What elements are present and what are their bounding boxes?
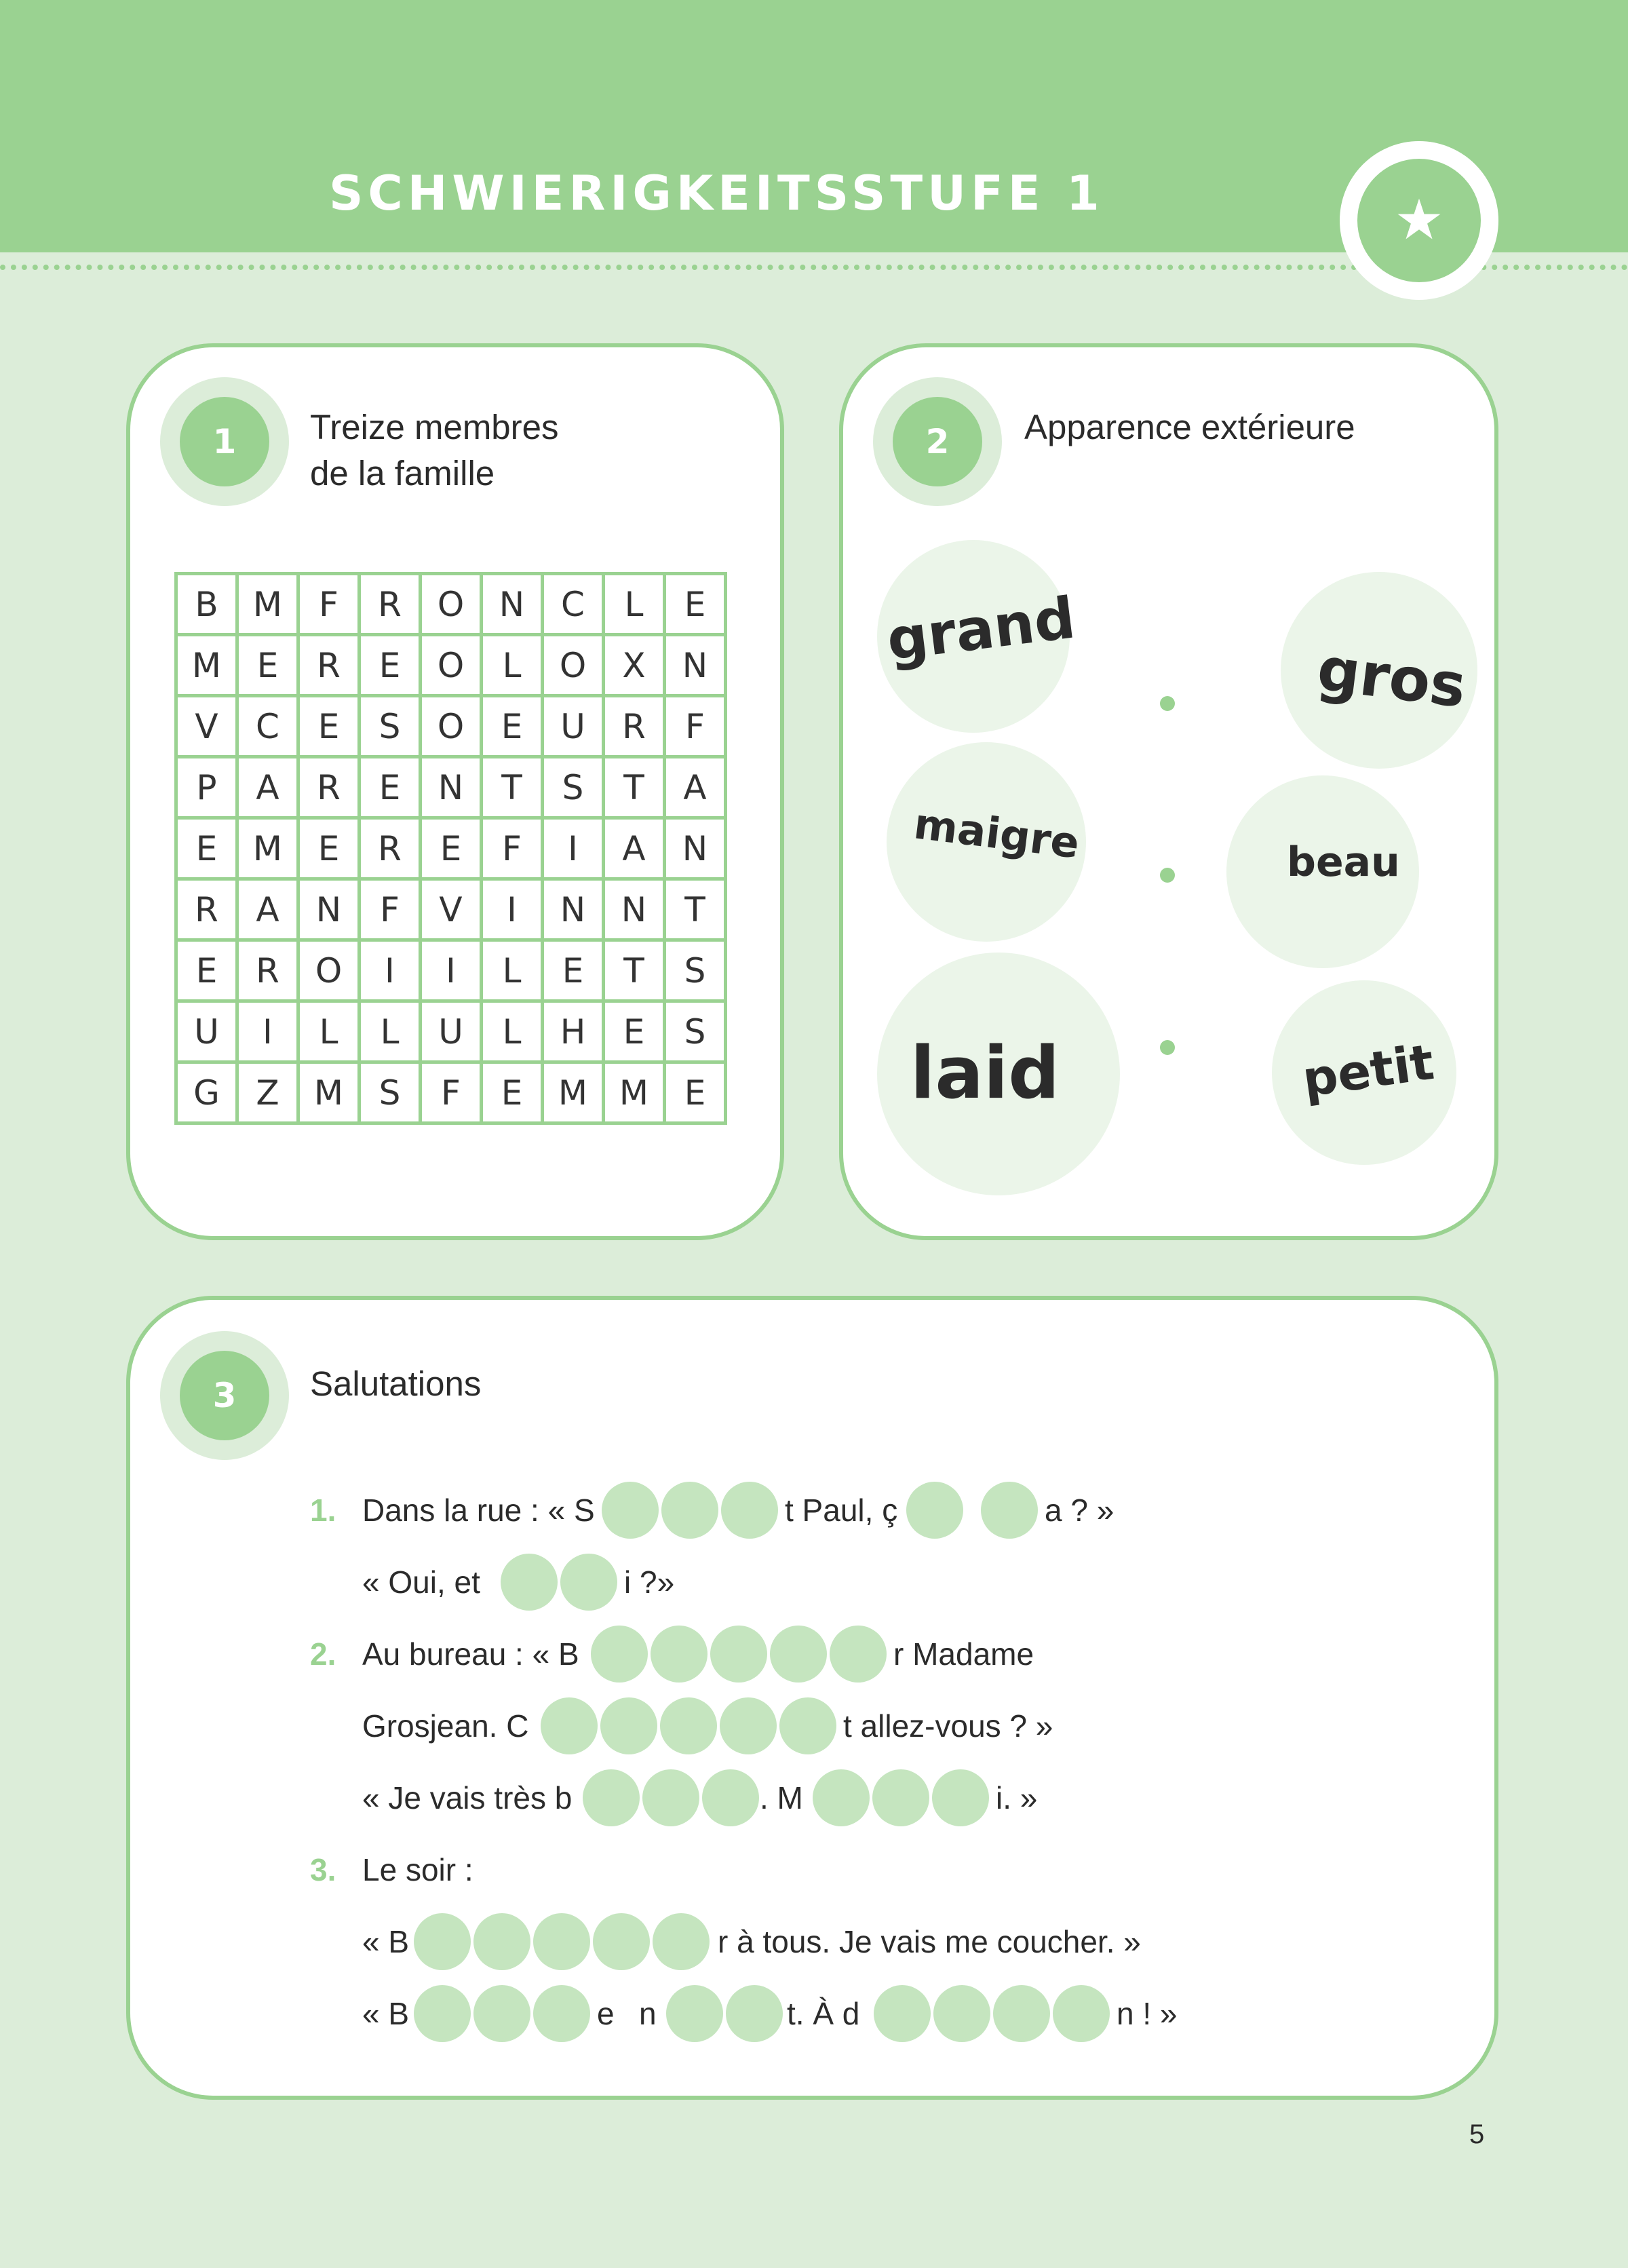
grid-cell[interactable]: L	[298, 1001, 360, 1062]
grid-cell[interactable]: U	[543, 696, 604, 757]
grid-cell[interactable]: O	[421, 696, 482, 757]
word-right-1: gros	[1313, 634, 1470, 721]
exercise-1-number: 1	[180, 397, 269, 486]
grid-cell[interactable]: A	[237, 879, 298, 940]
letter-blank[interactable]	[666, 1985, 723, 2042]
grid-cell[interactable]: U	[421, 1001, 482, 1062]
grid-row	[176, 940, 726, 1001]
star-icon: ★	[1394, 188, 1444, 252]
letter-blank[interactable]	[813, 1769, 870, 1826]
exercise-3-number: 3	[180, 1351, 269, 1440]
grid-cell[interactable]: E	[665, 574, 726, 635]
grid-cell[interactable]: E	[360, 757, 421, 818]
letter-blank[interactable]	[906, 1482, 963, 1539]
grid-cell[interactable]: R	[360, 574, 421, 635]
grid-row	[176, 574, 726, 635]
item-number: 2.	[310, 1636, 336, 1672]
grid-row	[176, 818, 726, 879]
grid-row	[176, 879, 726, 940]
grid-cell[interactable]: F	[360, 879, 421, 940]
grid-cell[interactable]: H	[543, 1001, 604, 1062]
letter-blank[interactable]	[770, 1626, 827, 1683]
grid-cell[interactable]: V	[421, 879, 482, 940]
grid-cell[interactable]: L	[482, 1001, 543, 1062]
grid-cell[interactable]: R	[237, 940, 298, 1001]
exercise-1-title	[310, 404, 559, 497]
grid-cell[interactable]: E	[543, 940, 604, 1001]
grid-cell[interactable]: T	[665, 879, 726, 940]
letter-blank[interactable]	[473, 1913, 530, 1970]
grid-cell[interactable]: E	[665, 1062, 726, 1123]
exercise-2-number-badge	[873, 377, 1002, 506]
line-text: n	[639, 1996, 657, 2031]
word-right-2: beau	[1287, 839, 1400, 886]
grid-cell[interactable]: O	[421, 574, 482, 635]
grid-cell[interactable]: A	[604, 818, 665, 879]
grid-cell[interactable]: R	[360, 818, 421, 879]
grid-cell[interactable]: E	[482, 1062, 543, 1123]
letter-blank[interactable]	[414, 1985, 471, 2042]
letter-blank[interactable]	[591, 1626, 648, 1683]
grid-row	[176, 757, 726, 818]
letter-blank[interactable]	[583, 1769, 640, 1826]
letter-blank[interactable]	[501, 1554, 558, 1611]
grid-cell[interactable]: L	[482, 940, 543, 1001]
letter-blank[interactable]	[541, 1697, 598, 1754]
line-text: r Madame	[893, 1636, 1034, 1672]
letter-blank[interactable]	[981, 1482, 1038, 1539]
grid-cell[interactable]: M	[543, 1062, 604, 1123]
letter-blank[interactable]	[874, 1985, 931, 2042]
line-text: n ! »	[1117, 1996, 1178, 2031]
exercise-3-number-badge	[160, 1331, 289, 1460]
item-number: 1.	[310, 1493, 336, 1528]
grid-cell[interactable]: E	[176, 940, 237, 1001]
grid-cell[interactable]: V	[176, 696, 237, 757]
letter-blank[interactable]	[600, 1697, 657, 1754]
grid-cell[interactable]: X	[604, 635, 665, 696]
line-text: Grosjean. C	[362, 1708, 529, 1744]
exercise-1-title-line-2: de la famille	[310, 454, 495, 493]
grid-cell[interactable]: C	[237, 696, 298, 757]
line-text: t. À d	[787, 1996, 860, 2031]
grid-cell[interactable]: Z	[237, 1062, 298, 1123]
letter-blank[interactable]	[721, 1482, 778, 1539]
grid-cell[interactable]: T	[604, 940, 665, 1001]
grid-row	[176, 635, 726, 696]
grid-cell[interactable]: A	[237, 757, 298, 818]
letter-blank[interactable]	[726, 1985, 783, 2042]
grid-cell[interactable]: E	[298, 818, 360, 879]
grid-cell[interactable]: L	[360, 1001, 421, 1062]
letter-blank[interactable]	[933, 1985, 990, 2042]
letter-blank[interactable]	[830, 1626, 887, 1683]
grid-cell[interactable]: M	[298, 1062, 360, 1123]
letter-blank[interactable]	[660, 1697, 717, 1754]
grid-cell[interactable]: E	[421, 818, 482, 879]
letter-blank[interactable]	[642, 1769, 699, 1826]
grid-cell[interactable]: N	[421, 757, 482, 818]
grid-cell[interactable]: S	[665, 940, 726, 1001]
grid-cell[interactable]: E	[176, 818, 237, 879]
grid-cell[interactable]: L	[482, 635, 543, 696]
line-text: « Oui, et	[362, 1564, 480, 1600]
grid-cell[interactable]: P	[176, 757, 237, 818]
grid-row	[176, 696, 726, 757]
letter-blank[interactable]	[710, 1626, 767, 1683]
line-text: t allez-vous ? »	[843, 1708, 1053, 1744]
exercise-2-number: 2	[893, 397, 982, 486]
word-left-1: grand	[883, 584, 1079, 674]
grid-cell[interactable]: I	[543, 818, 604, 879]
grid-cell[interactable]: N	[482, 574, 543, 635]
grid-cell[interactable]: R	[298, 635, 360, 696]
line-text: t Paul, ç	[785, 1493, 898, 1528]
letter-blank[interactable]	[779, 1697, 836, 1754]
grid-cell[interactable]: R	[176, 879, 237, 940]
line-text: « B	[362, 1924, 410, 1959]
letter-blank[interactable]	[720, 1697, 777, 1754]
letter-blank[interactable]	[661, 1482, 718, 1539]
grid-cell[interactable]: R	[604, 696, 665, 757]
grid-cell[interactable]: N	[665, 635, 726, 696]
line-text: a ? »	[1045, 1493, 1115, 1528]
letter-blank[interactable]	[702, 1769, 759, 1826]
grid-cell[interactable]: S	[543, 757, 604, 818]
letter-blank[interactable]	[993, 1985, 1050, 2042]
grid-cell[interactable]: N	[604, 879, 665, 940]
grid-cell[interactable]: S	[360, 1062, 421, 1123]
difficulty-badge	[1340, 141, 1498, 300]
line-text: i ?»	[624, 1564, 675, 1600]
grid-cell[interactable]: I	[360, 940, 421, 1001]
grid-cell[interactable]: F	[665, 696, 726, 757]
grid-cell[interactable]: O	[421, 635, 482, 696]
line-text: Dans la rue : « S	[362, 1493, 595, 1528]
line-text: Au bureau : « B	[362, 1636, 579, 1672]
line-text: e	[597, 1996, 615, 2031]
grid-cell[interactable]: F	[421, 1062, 482, 1123]
grid-cell[interactable]: C	[543, 574, 604, 635]
grid-cell[interactable]: S	[665, 1001, 726, 1062]
grid-cell[interactable]: S	[360, 696, 421, 757]
letter-blank[interactable]	[602, 1482, 659, 1539]
grid-cell[interactable]: E	[604, 1001, 665, 1062]
grid-cell[interactable]: I	[482, 879, 543, 940]
grid-cell[interactable]: N	[543, 879, 604, 940]
grid-cell[interactable]: E	[360, 635, 421, 696]
grid-cell[interactable]: T	[482, 757, 543, 818]
letter-blank[interactable]	[1053, 1985, 1110, 2042]
letter-blank[interactable]	[932, 1769, 989, 1826]
letter-blank[interactable]	[653, 1913, 710, 1970]
line-text: Le soir :	[362, 1852, 473, 1887]
page-number: 5	[1469, 2119, 1485, 2149]
letter-blank[interactable]	[533, 1985, 590, 2042]
letter-blank[interactable]	[651, 1626, 708, 1683]
grid-cell[interactable]: U	[176, 1001, 237, 1062]
word-left-2: maigre	[911, 799, 1083, 868]
grid-cell[interactable]: N	[665, 818, 726, 879]
exercise-3-title: Salutations	[310, 1364, 482, 1403]
line-text: « Je vais très b	[362, 1780, 573, 1815]
letter-blank[interactable]	[872, 1769, 929, 1826]
grid-cell[interactable]: M	[237, 574, 298, 635]
item-number: 3.	[310, 1852, 336, 1887]
grid-row	[176, 1001, 726, 1062]
grid-cell[interactable]: M	[604, 1062, 665, 1123]
letter-blank[interactable]	[473, 1985, 530, 2042]
line-text: « B	[362, 1996, 410, 2031]
grid-cell[interactable]: I	[421, 940, 482, 1001]
match-dot[interactable]	[1160, 868, 1175, 883]
exercise-1-title-line-1: Treize membres	[310, 408, 559, 446]
letter-blank[interactable]	[414, 1913, 471, 1970]
grid-cell[interactable]: N	[298, 879, 360, 940]
letter-blank[interactable]	[593, 1913, 650, 1970]
line-text: . M	[760, 1780, 803, 1815]
grid-row	[176, 1062, 726, 1123]
word-left-3: laid	[910, 1031, 1060, 1115]
grid-cell[interactable]: F	[482, 818, 543, 879]
letter-blank[interactable]	[533, 1913, 590, 1970]
grid-cell[interactable]: L	[604, 574, 665, 635]
grid-cell[interactable]: B	[176, 574, 237, 635]
grid-cell[interactable]: E	[237, 635, 298, 696]
match-dot[interactable]	[1160, 696, 1175, 711]
letter-blank[interactable]	[560, 1554, 617, 1611]
grid-cell[interactable]: R	[298, 757, 360, 818]
match-dot[interactable]	[1160, 1040, 1175, 1055]
grid-cell[interactable]: O	[298, 940, 360, 1001]
level-title: SCHWIERIGKEITSSTUFE 1	[329, 166, 1104, 221]
exercise-2-title: Apparence extérieure	[1024, 408, 1355, 446]
grid-cell[interactable]: E	[298, 696, 360, 757]
line-text: i. »	[996, 1780, 1038, 1815]
grid-cell[interactable]: E	[482, 696, 543, 757]
word-right-3: petit	[1299, 1033, 1437, 1109]
grid-cell[interactable]: O	[543, 635, 604, 696]
grid-cell[interactable]: I	[237, 1001, 298, 1062]
line-text: r à tous. Je vais me coucher. »	[718, 1924, 1141, 1959]
grid-cell[interactable]: A	[665, 757, 726, 818]
word-search-grid	[174, 572, 727, 1125]
grid-cell[interactable]: M	[237, 818, 298, 879]
grid-cell[interactable]: F	[298, 574, 360, 635]
grid-cell[interactable]: M	[176, 635, 237, 696]
exercise-1-number-badge	[160, 377, 289, 506]
grid-cell[interactable]: G	[176, 1062, 237, 1123]
grid-cell[interactable]: T	[604, 757, 665, 818]
